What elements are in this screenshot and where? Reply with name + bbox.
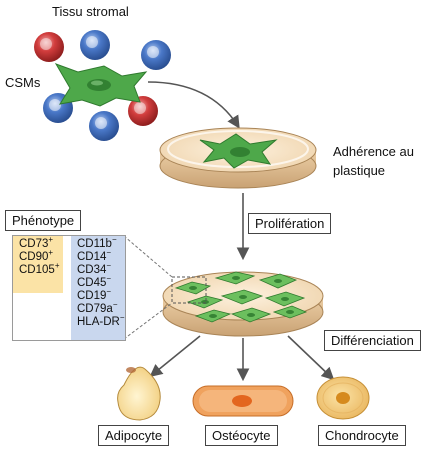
osteocyte-cell <box>193 386 293 416</box>
marker-negative: CD11b− <box>77 235 117 250</box>
callout-line-top <box>124 236 172 277</box>
adipocyte-cell <box>118 367 161 420</box>
marker-positive: CD90+ <box>19 248 54 263</box>
adherence-label-line2: plastique <box>333 163 386 178</box>
osteocyte-label: Ostéocyte <box>205 425 278 446</box>
positive-markers <box>13 236 63 293</box>
petri-dish-adherence <box>160 128 316 188</box>
marker-negative: CD14− <box>77 248 112 263</box>
marker-negative: CD45− <box>77 274 112 289</box>
phenotype-label: Phénotype <box>5 210 81 231</box>
marker-negative: HLA-DR− <box>77 313 125 328</box>
proliferation-label: Prolifération <box>248 213 331 234</box>
curved-arrow-to-dish <box>148 82 238 126</box>
negative-markers <box>71 236 125 340</box>
adipocyte-label: Adipocyte <box>98 425 169 446</box>
marker-negative: CD79a− <box>77 300 118 315</box>
msc-cell <box>56 64 146 106</box>
chondrocyte-label: Chondrocyte <box>318 425 406 446</box>
csms-label: CSMs <box>5 75 41 90</box>
tissue-stromal-label: Tissu stromal <box>52 4 129 19</box>
marker-positive: CD73+ <box>19 235 54 250</box>
marker-negative: CD19− <box>77 287 112 302</box>
adherence-label-line1: Adhérence au <box>333 144 414 159</box>
chondrocyte-cell <box>317 377 369 419</box>
marker-positive: CD105+ <box>19 261 60 276</box>
adherence-label <box>333 142 414 180</box>
differentiation-label: Différenciation <box>324 330 421 351</box>
arrow-to-adipocyte <box>152 336 200 375</box>
callout-line-bottom <box>124 303 172 339</box>
marker-negative: CD34− <box>77 261 112 276</box>
petri-dish-proliferation <box>163 272 323 336</box>
phenotype-panel <box>12 235 126 341</box>
